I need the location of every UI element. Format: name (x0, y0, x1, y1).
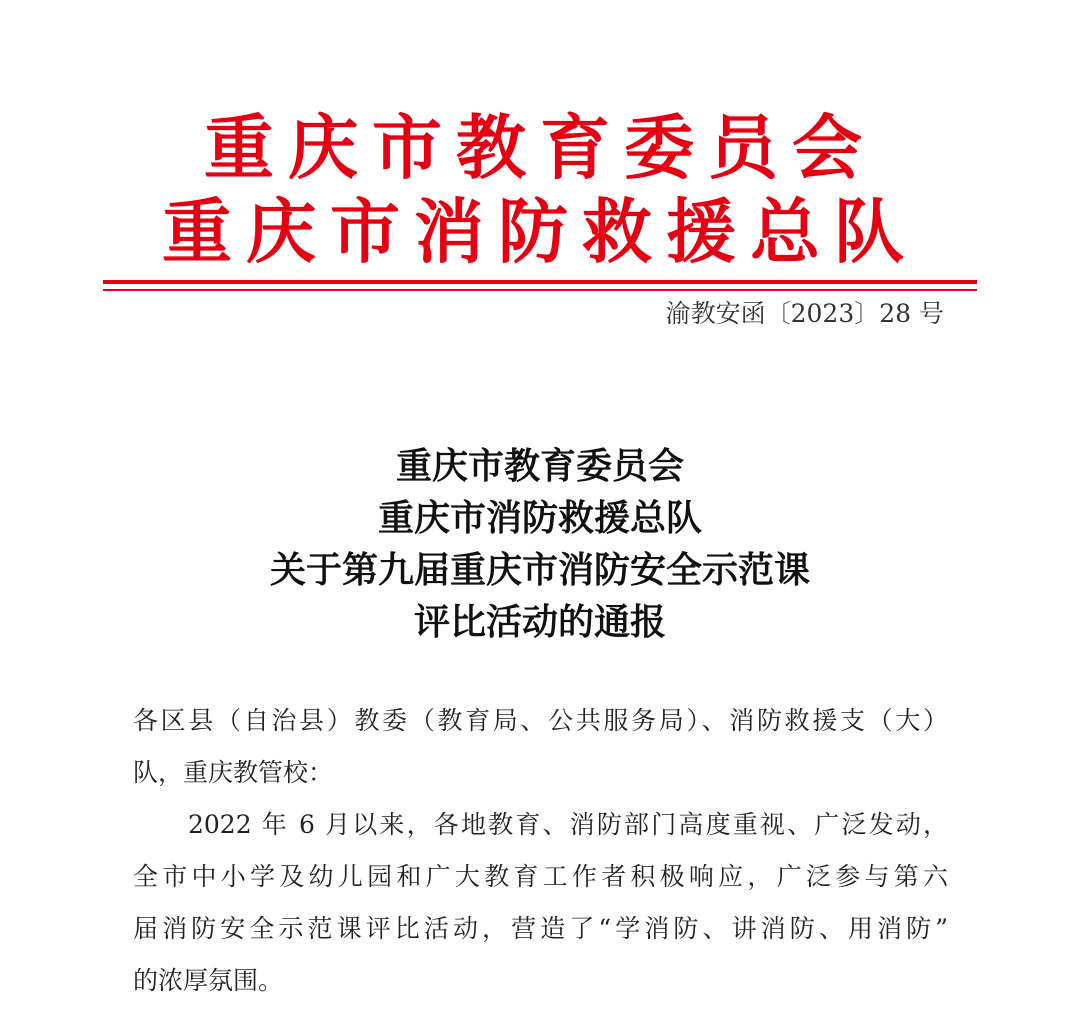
document-title (0, 440, 1080, 648)
document-title-line: 重庆市消防救援总队 (377, 497, 702, 539)
paragraph-line: 届消防安全示范课评比活动，营造了“学消防、讲消防、用消防” (133, 914, 948, 943)
document-title-line: 关于第九届重庆市消防安全示范课 (269, 549, 810, 591)
document-body (133, 702, 948, 1014)
paragraph-line: 2022 年 6 月以来，各地教育、消防部门高度重视、广泛发动， (188, 810, 948, 839)
red-header-rule-thin (103, 289, 977, 291)
salutation-line: 各区县（自治县）教委（教育局、公共服务局）、消防救援支（大） (133, 706, 948, 735)
issuing-org-line-1: 重庆市教育委员会 (204, 106, 876, 189)
salutation-line: 队，重庆教管校： (133, 758, 334, 787)
document-title-line: 重庆市教育委员会 (395, 445, 684, 487)
document-number: 渝教安函〔2023〕28 号 (665, 299, 944, 328)
paragraph-line: 的浓厚氛围。 (133, 966, 284, 995)
issuing-org-line-2: 重庆市消防救援总队 (162, 190, 918, 273)
document-title-line: 评比活动的通报 (413, 601, 666, 643)
paragraph-line: 全市中小学及幼儿园和广大教育工作者积极响应，广泛参与第六 (133, 862, 948, 891)
red-header-rule-thick (103, 280, 977, 284)
